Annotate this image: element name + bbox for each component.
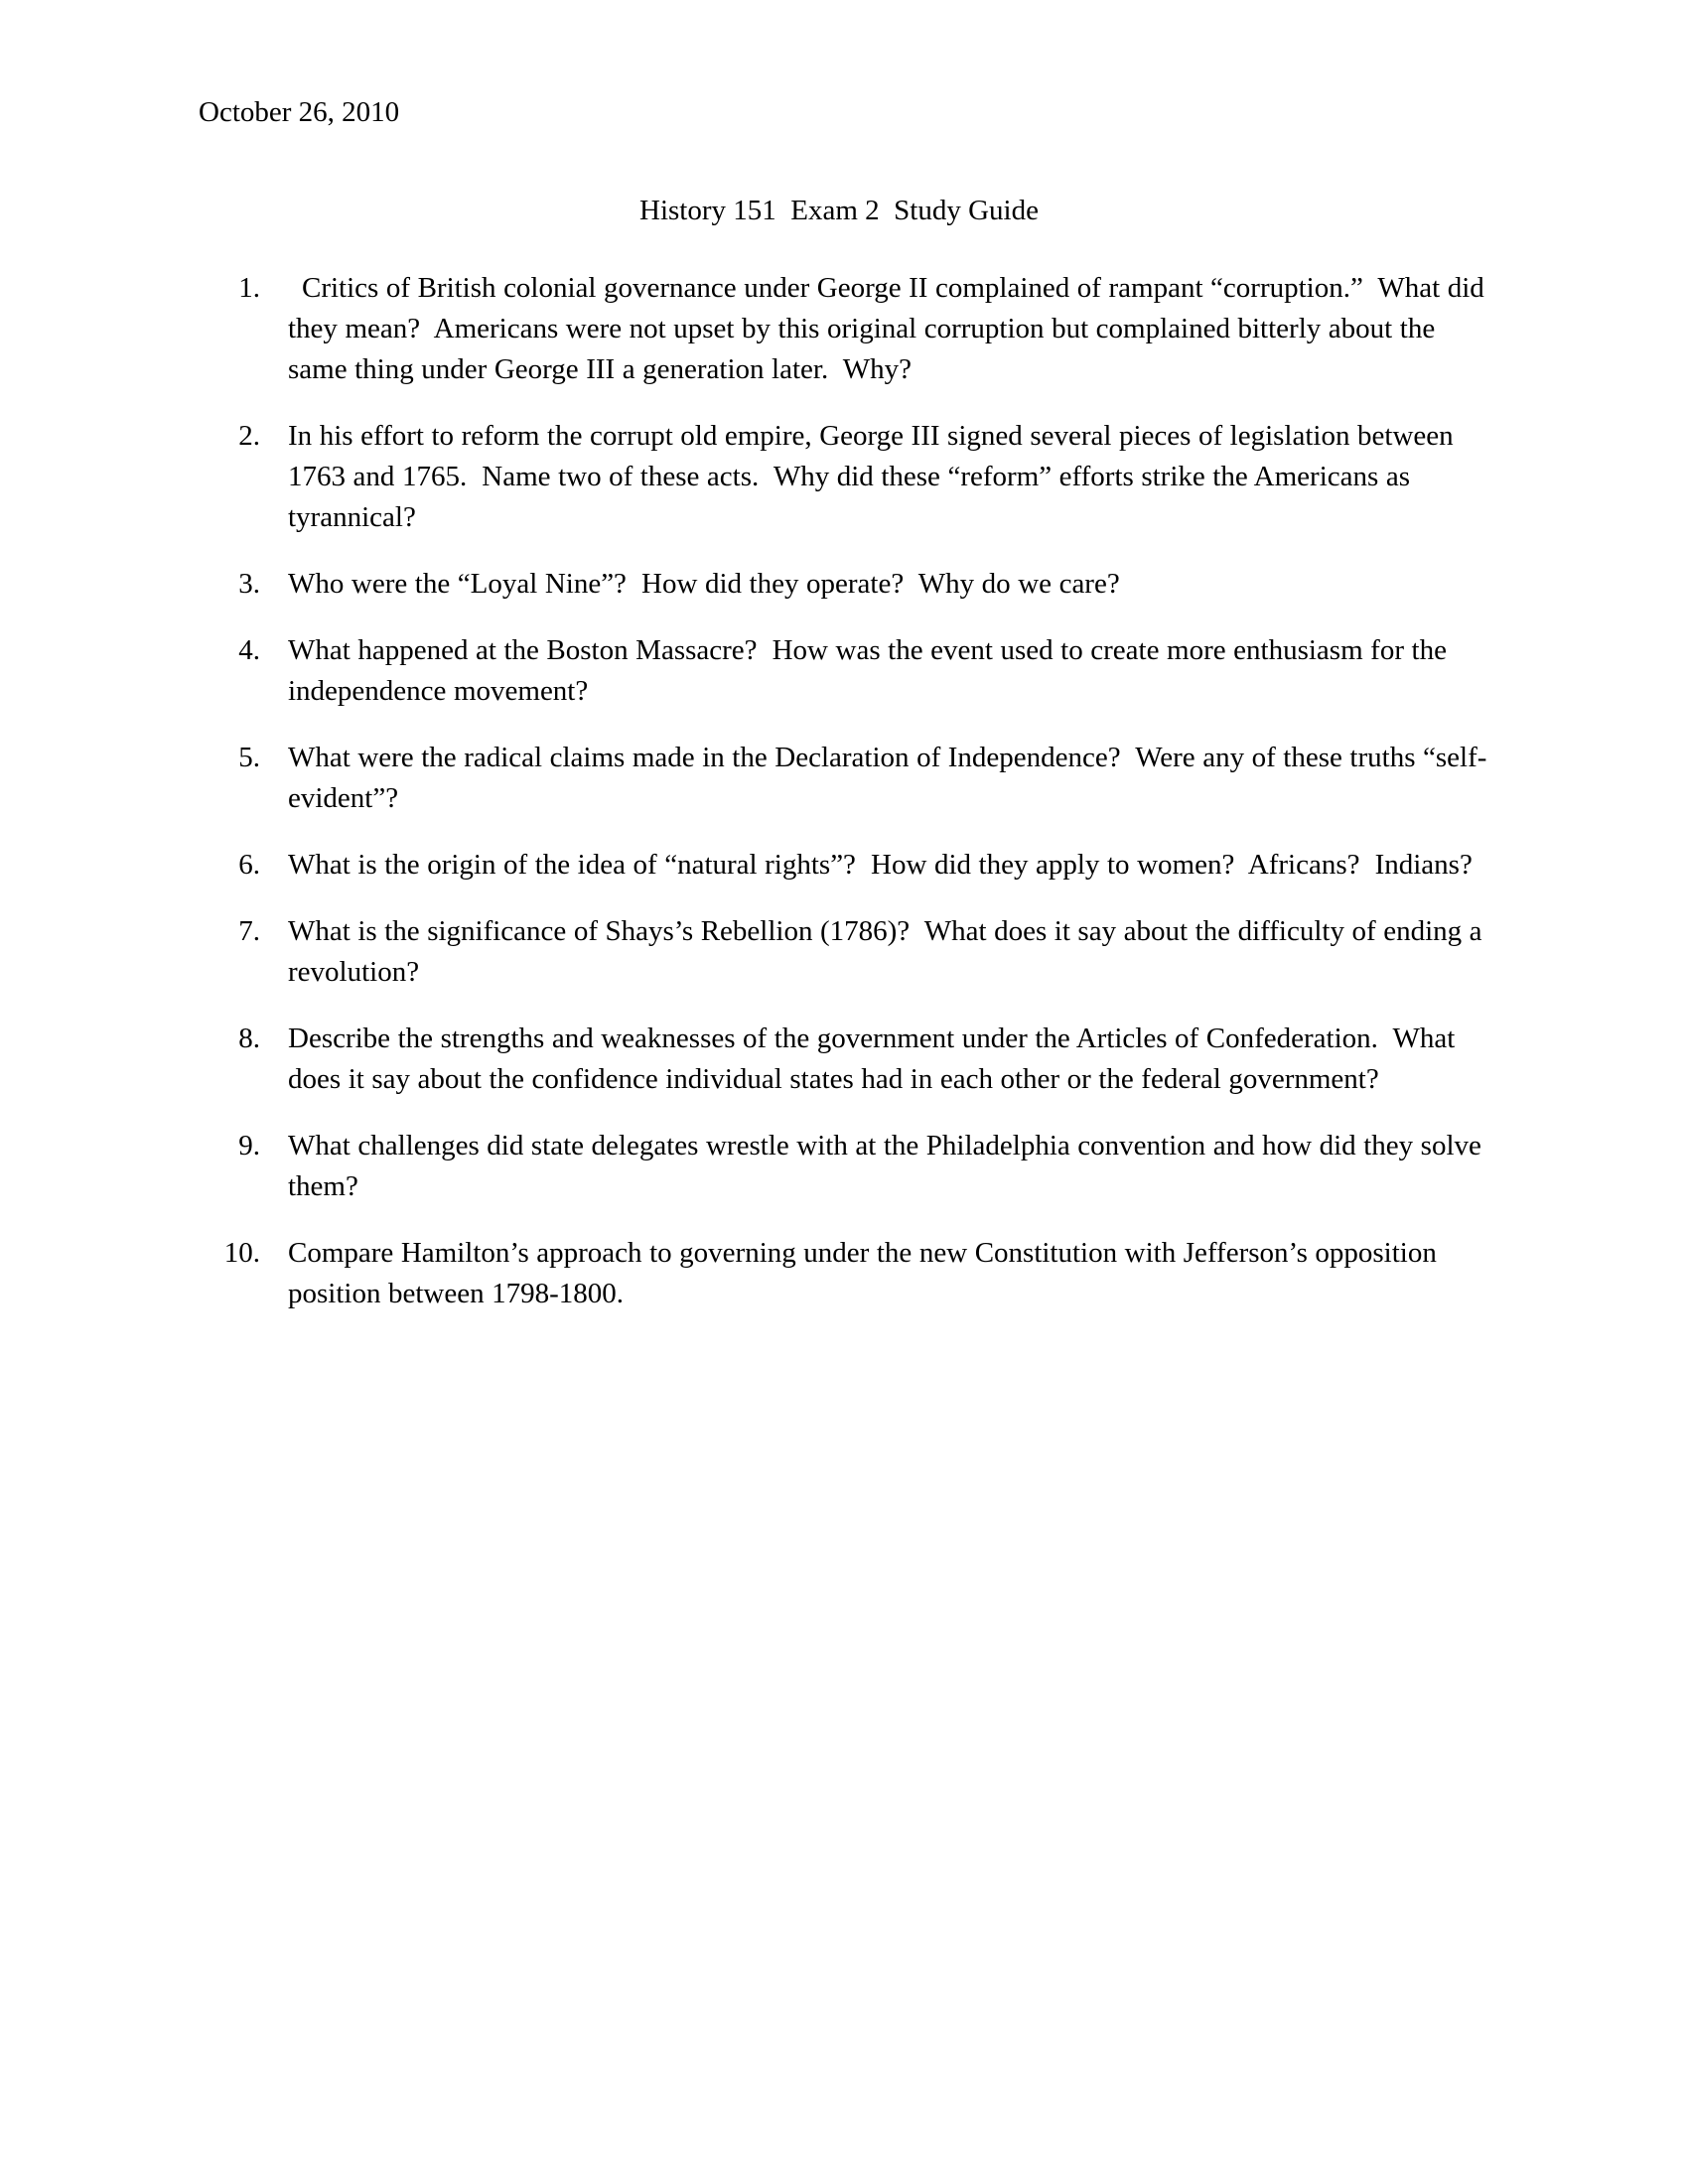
question-text: Who were the “Loyal Nine”? How did they operate? Why do we care? — [288, 568, 1120, 600]
question-item-3 — [199, 564, 1489, 605]
question-item-8 — [199, 1019, 1489, 1100]
question-text: What were the radical claims made in the Declaration of Independence? Were any of these truths “self-evident”? — [288, 742, 1487, 814]
study-guide-question-list — [199, 268, 1492, 1314]
document-date: October 26, 2010 — [199, 96, 400, 128]
page-title: History 151 Exam 2 Study Guide — [639, 195, 1039, 226]
question-item-6 — [199, 845, 1489, 886]
question-number: 6. — [238, 849, 260, 881]
question-item-5 — [199, 738, 1489, 819]
question-text: Critics of British colonial governance under George II complained of rampant “corruption.” What did they mean? Americans were not upset by this original corruption but complained bitterly about the same thing under George III a generation later. Why? — [288, 272, 1492, 385]
question-item-9 — [199, 1126, 1489, 1207]
question-number: 2. — [238, 420, 260, 452]
question-text: What challenges did state delegates wrestle with at the Philadelphia convention and how did they solve them? — [288, 1130, 1489, 1202]
question-number: 10. — [223, 1237, 260, 1269]
question-item-4 — [199, 630, 1489, 712]
question-text: Compare Hamilton’s approach to governing under the new Constitution with Jefferson’s opposition position between 1798-1800. — [288, 1237, 1445, 1309]
question-number: 5. — [238, 742, 260, 773]
question-number: 3. — [238, 568, 260, 600]
question-item-10 — [199, 1233, 1489, 1314]
question-number: 4. — [238, 634, 260, 666]
question-item-2 — [199, 416, 1489, 538]
question-number: 8. — [238, 1023, 260, 1054]
question-number: 1. — [238, 272, 260, 304]
question-text: Describe the strengths and weaknesses of the government under the Articles of Confederation. What does it say about the confidence individual states had in each other or the federal government? — [288, 1023, 1463, 1095]
question-text: What is the origin of the idea of “natural rights”? How did they apply to women? Africans? Indians? — [288, 849, 1473, 881]
question-number: 9. — [238, 1130, 260, 1161]
question-text: What is the significance of Shays’s Rebellion (1786)? What does it say about the difficulty of ending a revolution? — [288, 915, 1490, 988]
question-item-1 — [199, 268, 1492, 390]
question-number: 7. — [238, 915, 260, 947]
question-item-7 — [199, 911, 1489, 993]
question-text: In his effort to reform the corrupt old empire, George III signed several pieces of legislation between 1763 and 1765. Name two of these acts. Why did these “reform” efforts strike the Americans as tyrannical? — [288, 420, 1462, 533]
question-text: What happened at the Boston Massacre? How was the event used to create more enthusiasm for the independence movement? — [288, 634, 1455, 707]
